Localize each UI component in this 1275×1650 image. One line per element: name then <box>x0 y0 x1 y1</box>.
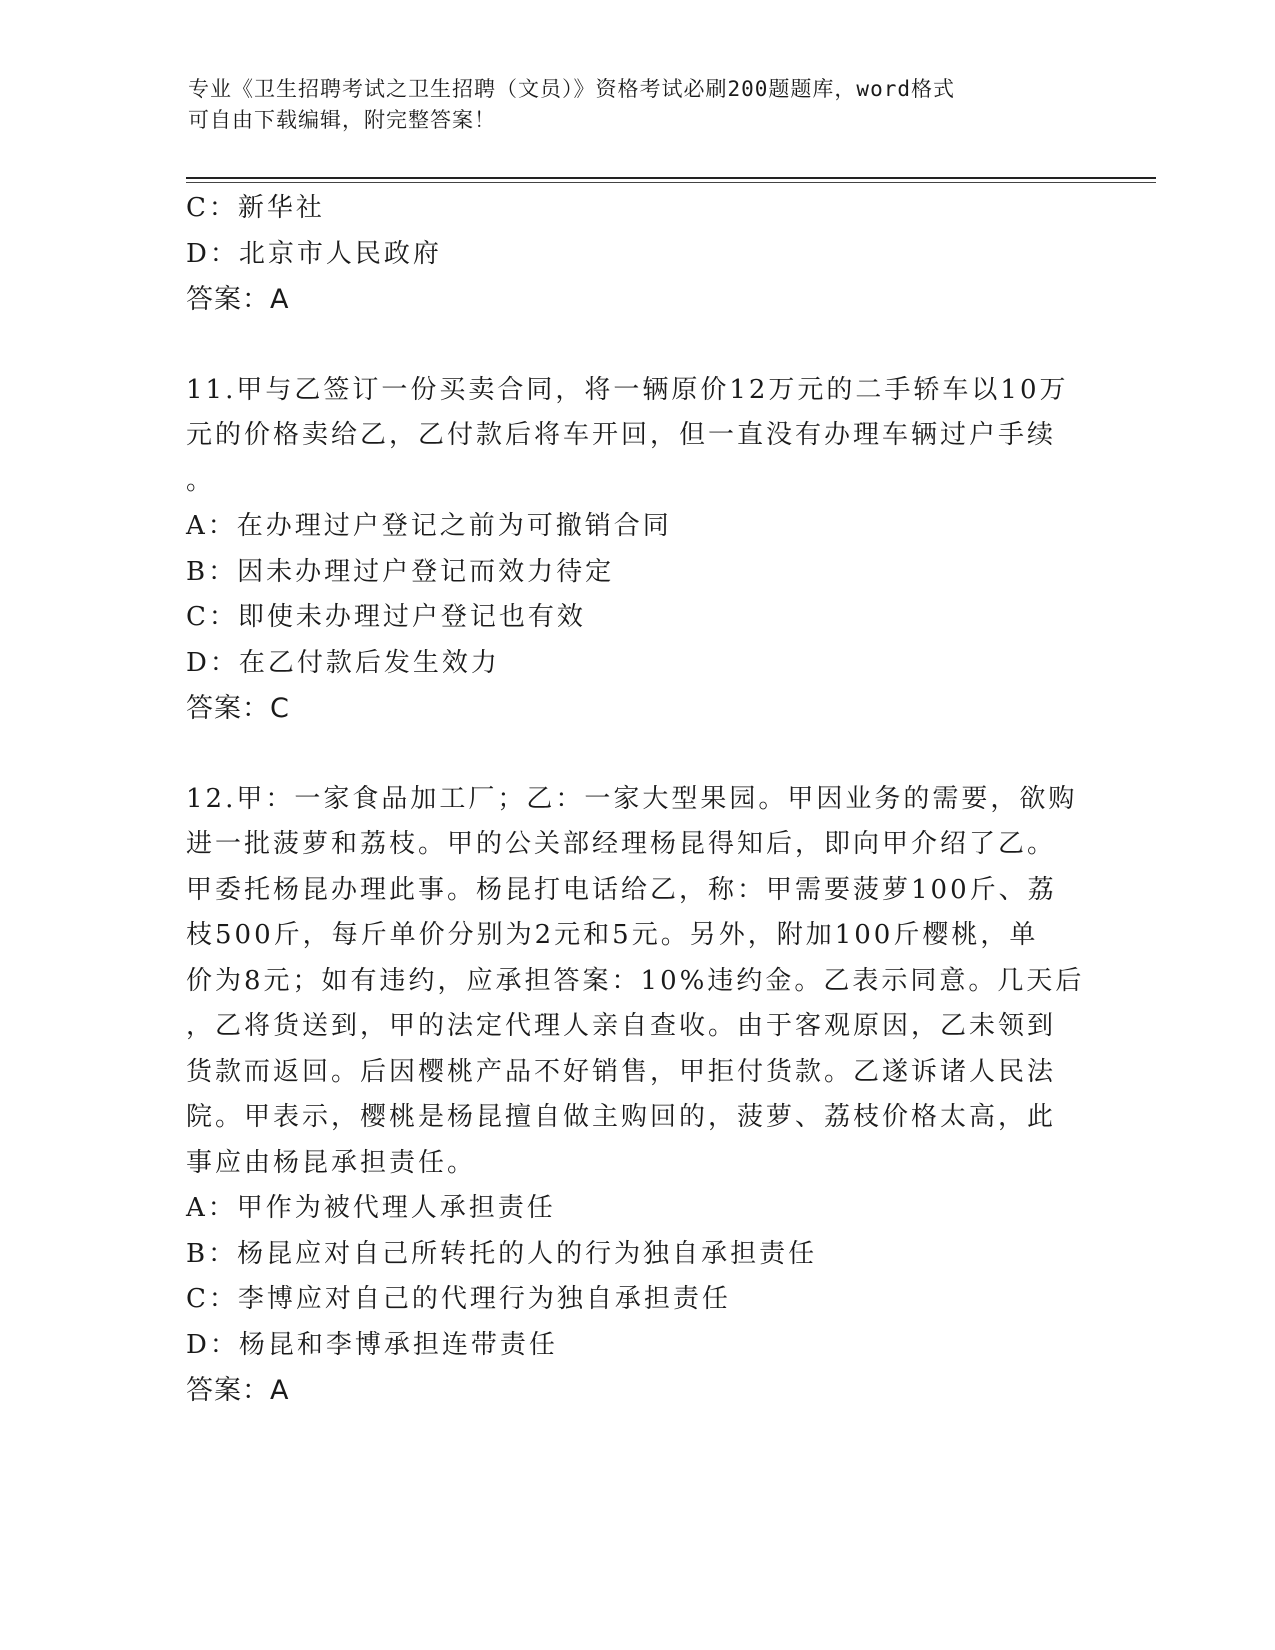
question-text-line: 进一批菠萝和荔枝。甲的公关部经理杨昆得知后，即向甲介绍了乙。 <box>186 829 1057 859</box>
header-rule-thin <box>186 182 1156 183</box>
option-d: D：在乙付款后发生效力 <box>186 647 500 678</box>
answer-line: 答案：C <box>186 693 290 724</box>
document-header <box>188 74 1088 136</box>
header-line-2: 可自由下载编辑，附完整答案！ <box>188 108 496 132</box>
header-rule-thick <box>186 177 1156 179</box>
option-d: D：杨昆和李博承担连带责任 <box>186 1329 558 1360</box>
question-text-line: 枝500斤，每斤单价分别为2元和5元。另外，附加100斤樱桃，单 <box>186 920 1039 950</box>
option-b: B：杨昆应对自己所转托的人的行为独自承担责任 <box>186 1238 818 1269</box>
question-text-line: 11.甲与乙签订一份买卖合同，将一辆原价12万元的二手轿车以10万 <box>186 374 1069 405</box>
question-text-line: 院。甲表示，樱桃是杨昆擅自做主购回的，菠萝、荔枝价格太高，此 <box>186 1102 1057 1132</box>
option-c: C：李博应对自己的代理行为独自承担责任 <box>186 1284 731 1314</box>
question-text-line: ，乙将货送到，甲的法定代理人亲自查收。由于客观原因，乙未领到 <box>186 1011 1057 1041</box>
question-10-tail <box>186 186 1086 323</box>
option-a: A：在办理过户登记之前为可撤销合同 <box>186 511 672 541</box>
question-text-line: 元的价格卖给乙，乙付款后将车开回，但一直没有办理车辆过户手续 <box>186 420 1057 450</box>
answer-line: 答案：A <box>186 284 290 315</box>
spacer <box>186 732 1086 777</box>
question-11 <box>186 368 1086 732</box>
question-text-line: 。 <box>186 465 216 496</box>
option-d: D：北京市人民政府 <box>186 238 442 269</box>
question-text-line: 货款而返回。后因樱桃产品不好销售，甲拒付货款。乙遂诉诸人民法 <box>186 1056 1057 1087</box>
question-text-line: 价为8元；如有违约，应承担答案：10%违约金。乙表示同意。几天后 <box>186 965 1085 996</box>
header-line-1: 专业《卫生招聘考试之卫生招聘（文员）》资格考试必刷200题题库，word格式 <box>188 77 955 101</box>
option-b: B：因未办理过户登记而效力待定 <box>186 556 615 587</box>
option-c: C：即使未办理过户登记也有效 <box>186 602 586 632</box>
question-text-line: 事应由杨昆承担责任。 <box>186 1147 477 1178</box>
spacer <box>186 323 1086 368</box>
document-body <box>186 186 1086 1414</box>
answer-line: 答案：A <box>186 1375 290 1406</box>
option-a: A：甲作为被代理人承担责任 <box>186 1193 556 1223</box>
question-12 <box>186 777 1086 1414</box>
option-c: C：新华社 <box>186 193 325 223</box>
question-text-line: 甲委托杨昆办理此事。杨昆打电话给乙，称：甲需要菠萝100斤、荔 <box>186 874 1057 905</box>
question-text-line: 12.甲：一家食品加工厂；乙：一家大型果园。甲因业务的需要，欲购 <box>186 783 1078 814</box>
